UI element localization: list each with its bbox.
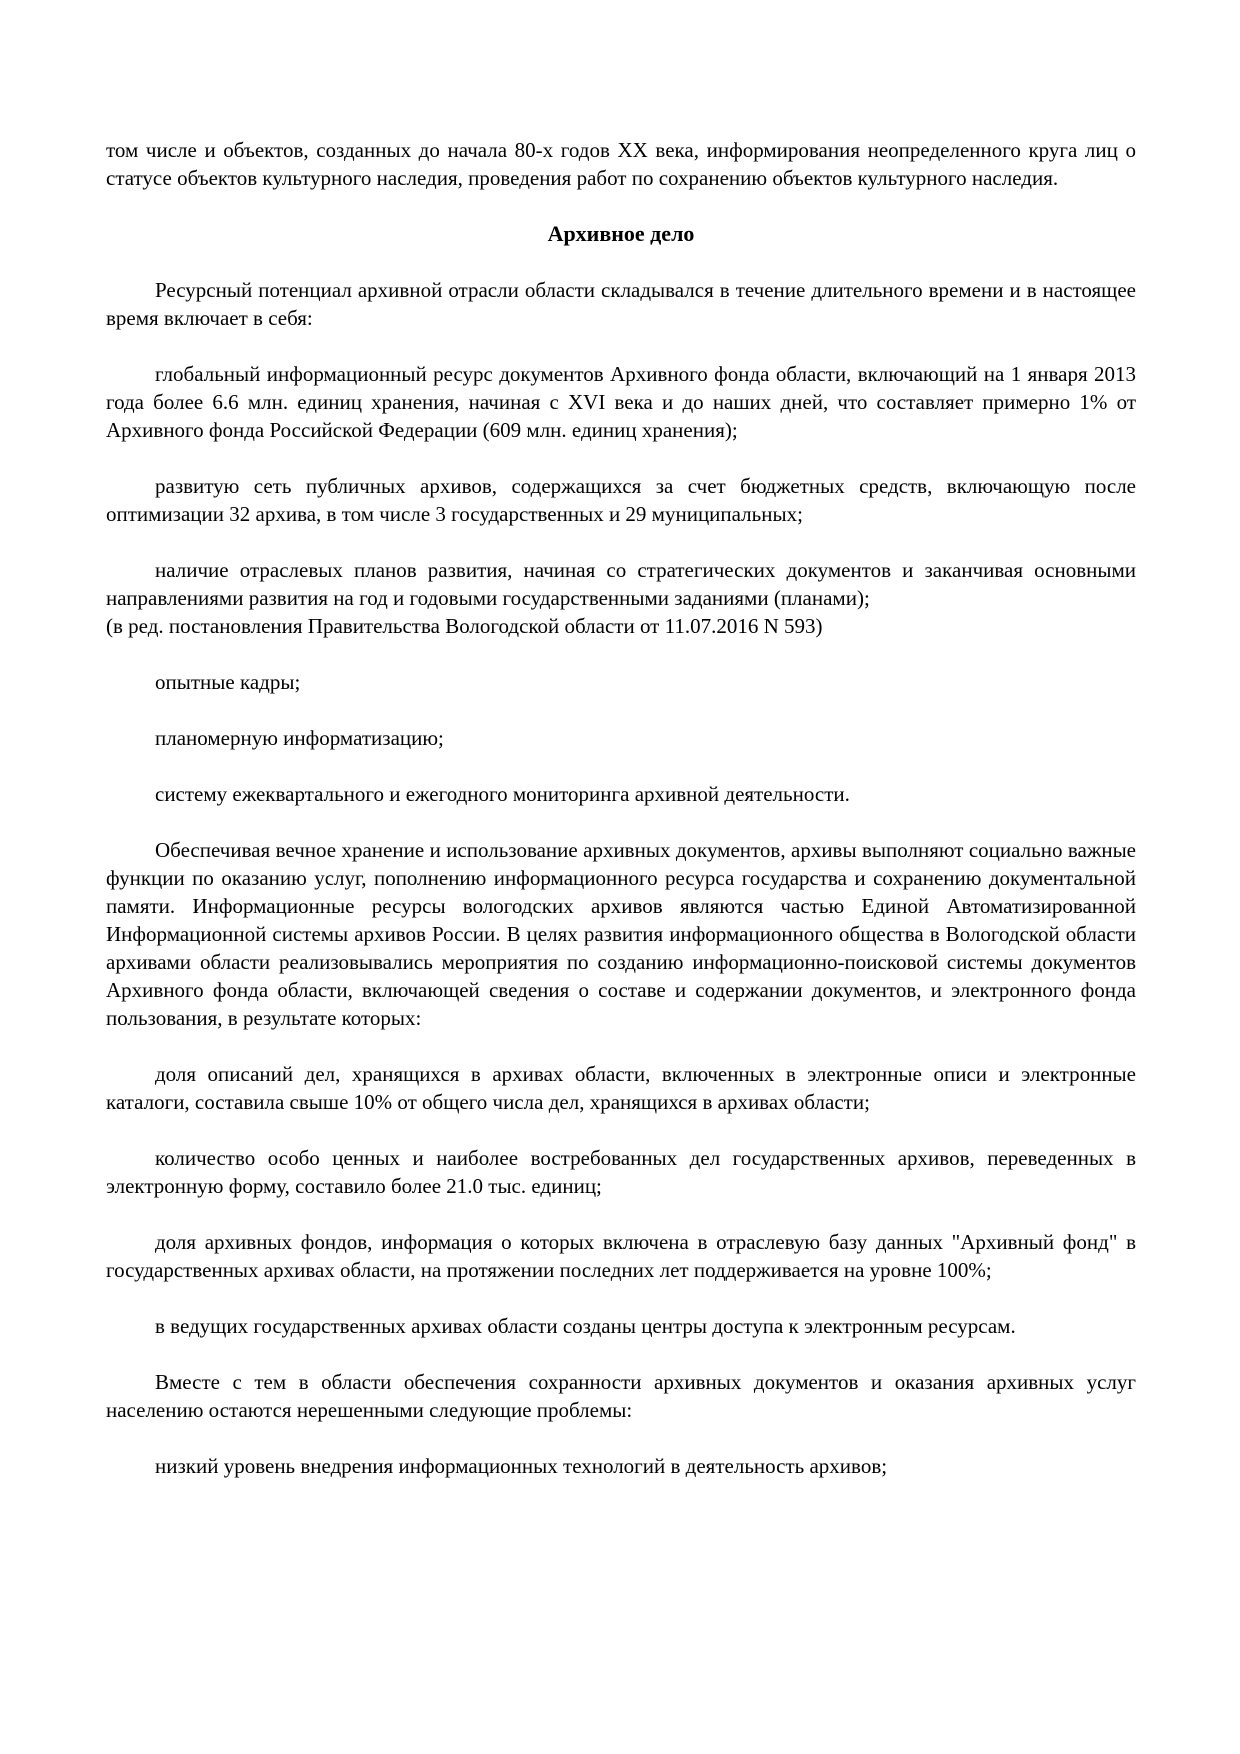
paragraph: доля описаний дел, хранящихся в архивах области, включенных в электронные описи и электронные каталоги, составила свыше 10% от общего числа дел, хранящихся в архивах области;: [106, 1062, 1136, 1114]
paragraph: в ведущих государственных архивах области созданы центры доступа к электронным ресурсам.: [155, 1314, 1016, 1338]
paragraph: низкий уровень внедрения информационных технологий в деятельность архивов;: [155, 1454, 888, 1478]
paragraph: развитую сеть публичных архивов, содержащихся за счет бюджетных средств, включающую после оптимизации 32 архива, в том числе 3 государственных и 29 муниципальных;: [106, 474, 1136, 526]
paragraph: планомерную информатизацию;: [155, 726, 444, 750]
paragraph-continuation: том числе и объектов, созданных до начала 80-х годов XX века, информирования неопределенного круга лиц о статусе объектов культурного наследия, проведения работ по сохранению объектов культурного наследия.: [106, 138, 1136, 190]
paragraph: доля архивных фондов, информация о которых включена в отраслевую базу данных "Архивный фонд" в государственных архивах области, на протяжении последних лет поддерживается на уровне 100%;: [106, 1230, 1136, 1282]
paragraph: количество особо ценных и наиболее востребованных дел государственных архивов, переведенных в электронную форму, составило более 21.0 тыс. единиц;: [106, 1146, 1136, 1198]
paragraph-amendment-note: (в ред. постановления Правительства Вологодской области от 11.07.2016 N 593): [106, 614, 823, 638]
paragraph: глобальный информационный ресурс документов Архивного фонда области, включающий на 1 января 2013 года более 6.6 млн. единиц хранения, начиная с XVI века и до наших дней, что составляет примерно 1% от Архивного фонда Российской Федерации (609 млн. единиц хранения);: [106, 362, 1136, 442]
paragraph: систему ежеквартального и ежегодного мониторинга архивной деятельности.: [155, 782, 850, 806]
paragraph: опытные кадры;: [155, 670, 301, 694]
paragraph: Ресурсный потенциал архивной отрасли области складывался в течение длительного времени и в настоящее время включает в себя:: [106, 278, 1136, 330]
paragraph: Обеспечивая вечное хранение и использование архивных документов, архивы выполняют социально важные функции по оказанию услуг, пополнению информационного ресурса государства и сохранению документальной памяти. Информационные ресурсы вологодских архивов являются частью Единой Автоматизированной Информационной системы архивов России. В целях развития информационного общества в Вологодской области архивами области реализовывались мероприятия по созданию информационно-поисковой системы документов Архивного фонда области, включающей сведения о составе и содержании документов, и электронного фонда пользования, в результате которых:: [106, 838, 1136, 1030]
paragraph: Вместе с тем в области обеспечения сохранности архивных документов и оказания архивных услуг населению остаются нерешенными следующие проблемы:: [106, 1370, 1136, 1422]
section-heading: Архивное дело: [547, 221, 695, 246]
paragraph: наличие отраслевых планов развития, начиная со стратегических документов и заканчивая основными направлениями развития на год и годовыми государственными заданиями (планами);: [106, 558, 1136, 610]
